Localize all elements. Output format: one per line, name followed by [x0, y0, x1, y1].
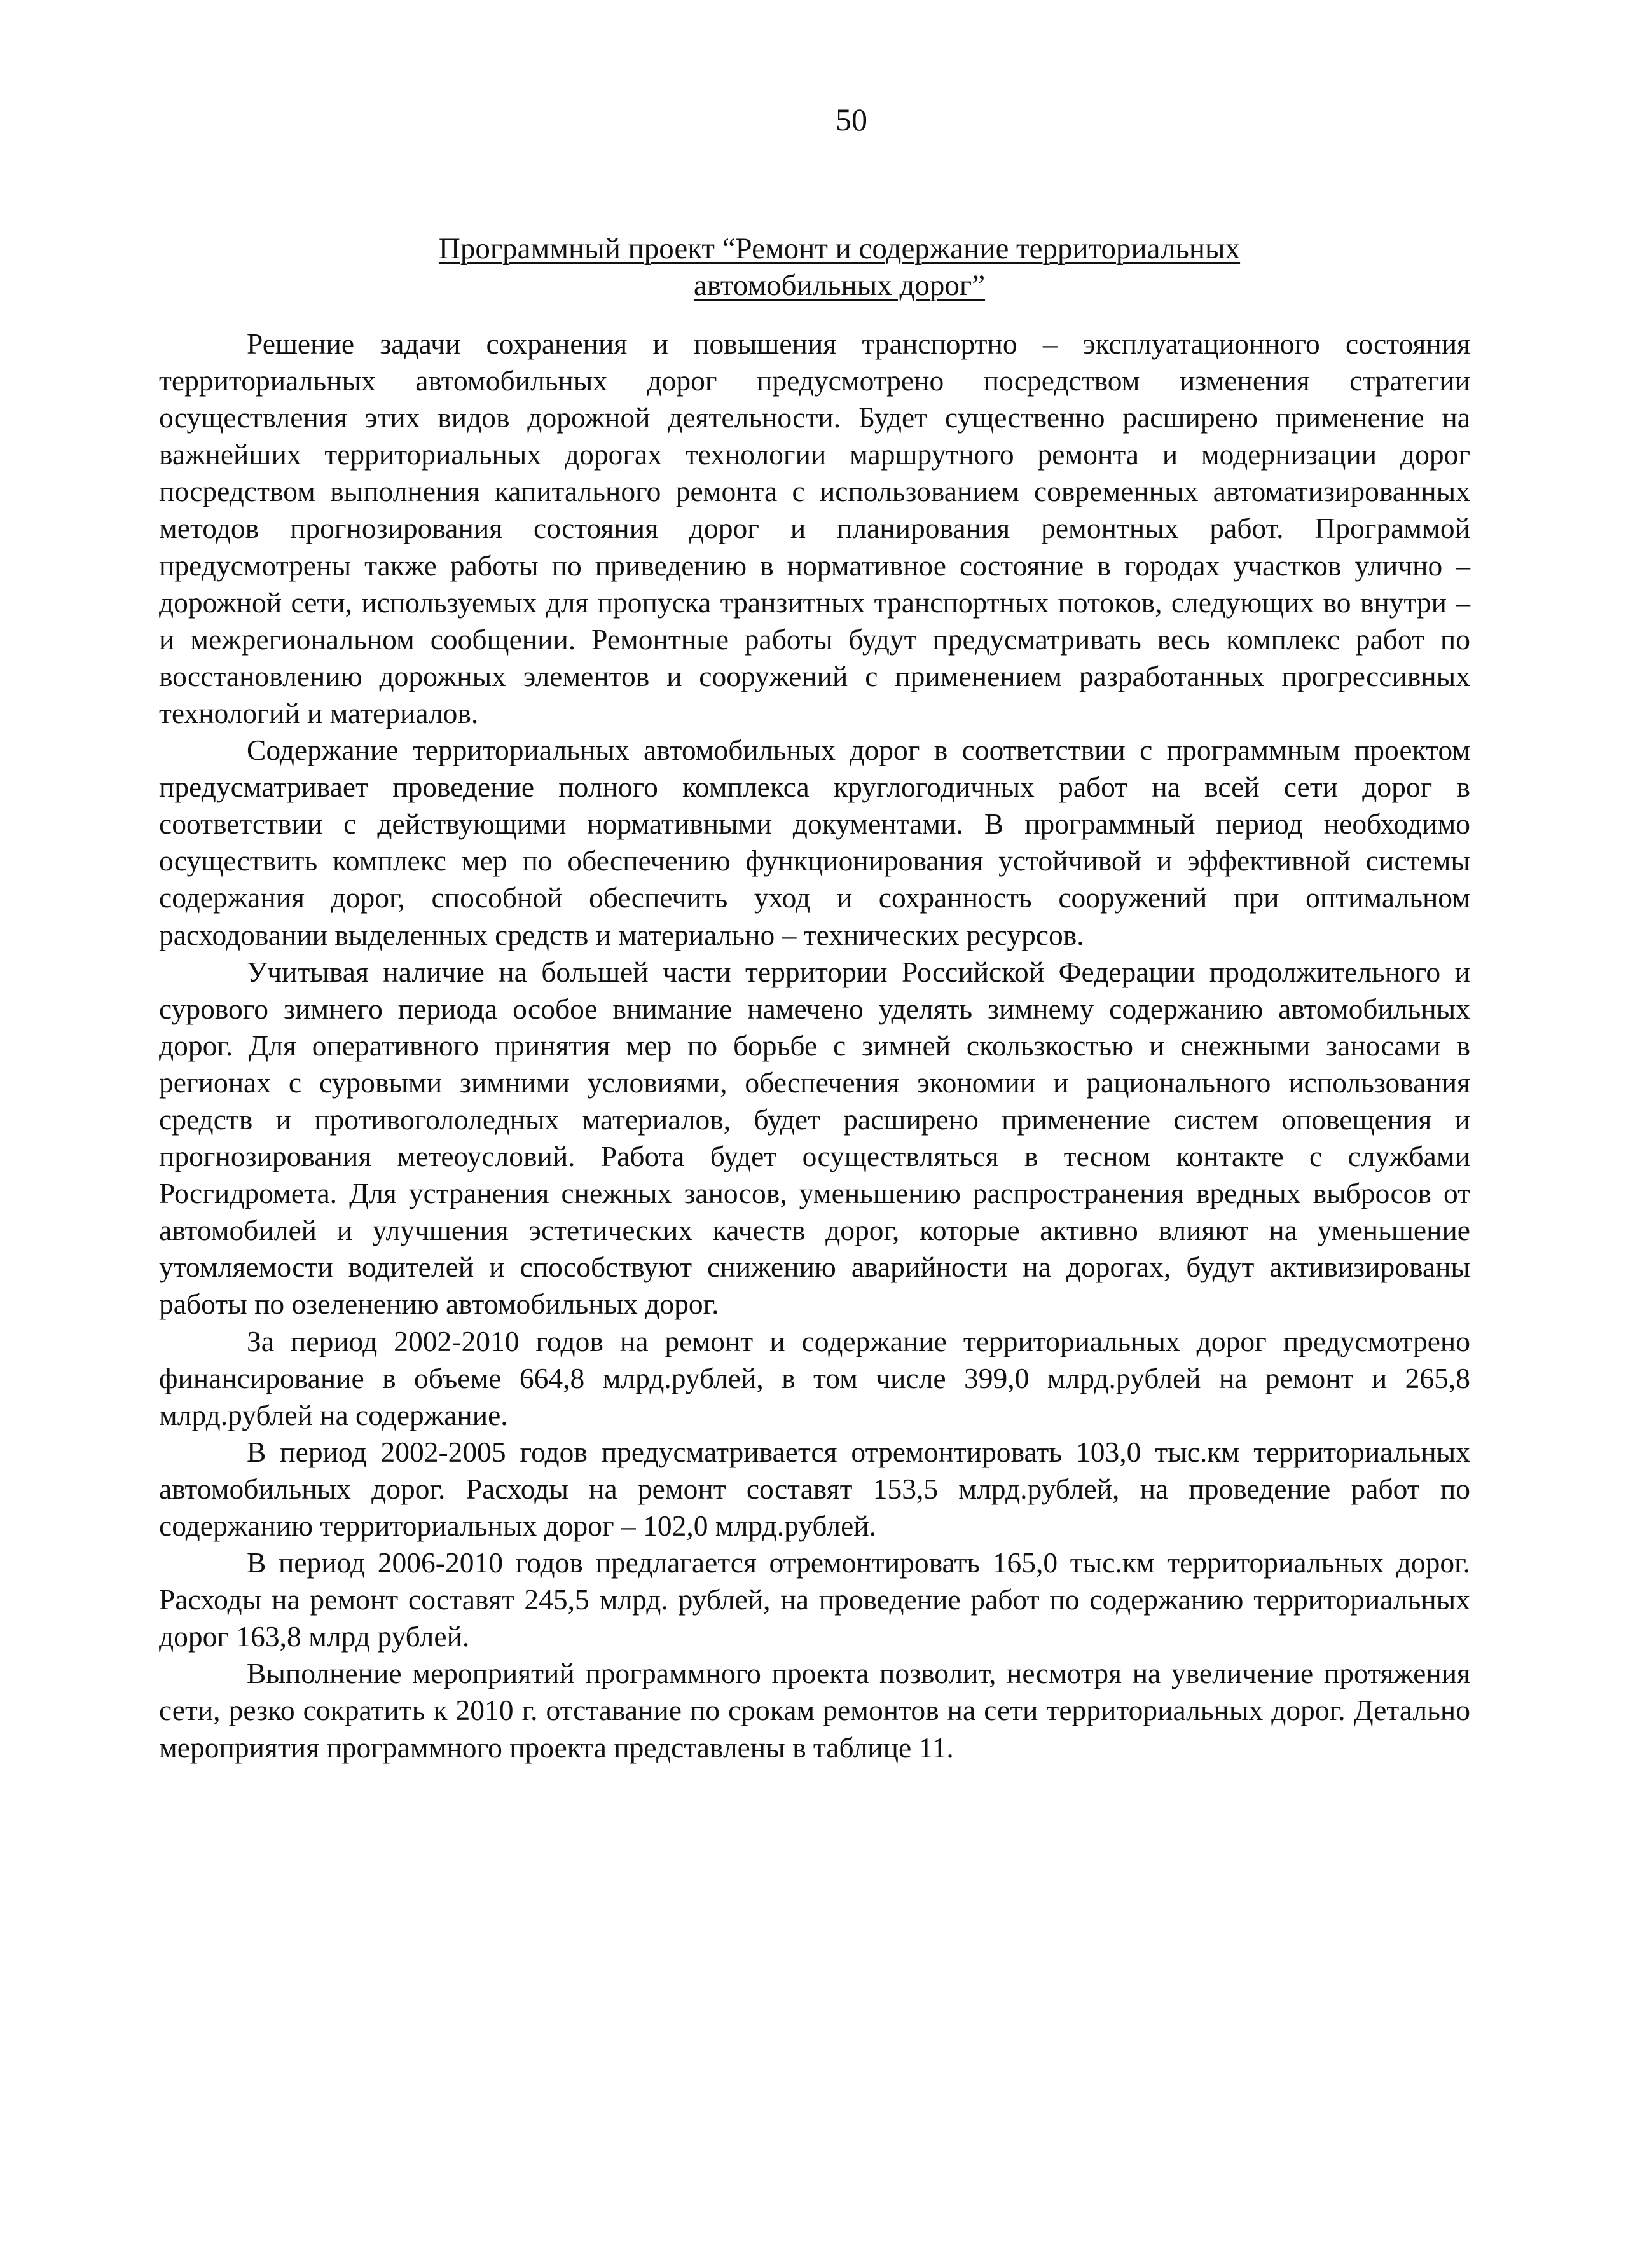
paragraph-outcome: Выполнение мероприятий программного проекта позволит, несмотря на увеличение протяжения сети, резко сократить к 2010 г. отставание по срокам ремонтов на сети территориальных дорог. Детально мероприятия программного проекта представлены в таблице 11. [159, 1657, 1470, 1764]
paragraph-financing-total: За период 2002-2010 годов на ремонт и содержание территориальных дорог предусмотрено финансирование в объеме 664,8 млрд.рублей, в том числе 399,0 млрд.рублей на ремонт и 265,8 млрд.рублей на содержание. [159, 1324, 1470, 1431]
paragraph-repair-strategy: Решение задачи сохранения и повышения транспортно – эксплуатационного состояния территориальных автомобильных дорог предусмотрено посредством изменения стратегии осуществления этих видов дорожной деятельности. Будет существенно расширено применение на важнейших территориальных дорогах технологии маршрутного ремонта и модернизации дорог посредством выполнения капитального ремонта с использованием современных автоматизированных методов прогнозирования состояния дорог и планирования ремонтных работ. Программой предусмотрены также работы по приведению в нормативное состояние в городах участков улично – дорожной сети, используемых для пропуска транзитных транспортных потоков, следующих во внутри – и межрегиональном сообщении. Ремонтные работы будут предусматривать весь комплекс работ по восстановлению дорожных элементов и сооружений с применением разработанных прогрессивных технологий и материалов. [159, 327, 1470, 729]
paragraph-period-2006-2010: В период 2006-2010 годов предлагается отремонтировать 165,0 тыс.км территориальных дорог. Расходы на ремонт составят 245,5 млрд. рублей, на проведение работ по содержанию территориальных дорог 163,8 млрд рублей. [159, 1546, 1470, 1653]
body-text [159, 326, 1470, 1766]
section-title-line-2: автомобильных дорог” [693, 269, 986, 302]
page-number: 50 [836, 102, 867, 137]
paragraph-period-2002-2005: В период 2002-2005 годов предусматривается отремонтировать 103,0 тыс.км территориальных автомобильных дорог. Расходы на ремонт составят 153,5 млрд.рублей, на проведение работ по содержанию территориальных дорог – 102,0 млрд.рублей. [159, 1435, 1470, 1542]
paragraph-maintenance: Содержание территориальных автомобильных дорог в соответствии с программным проектом предусматривает проведение полного комплекса круглогодичных работ на всей сети дорог в соответствии с действующими нормативными документами. В программный период необходимо осуществить комплекс мер по обеспечению функционирования устойчивой и эффективной системы содержания дорог, способной обеспечить уход и сохранность сооружений при оптимальном расходовании выделенных средств и материально – технических ресурсов. [159, 734, 1470, 951]
section-title-line-1: Программный проект “Ремонт и содержание территориальных [438, 232, 1241, 265]
paragraph-winter-maintenance: Учитывая наличие на большей части территории Российской Федерации продолжительного и сурового зимнего периода особое внимание намечено уделять зимнему содержанию автомобильных дорог. Для оперативного принятия мер по борьбе с зимней скользкостью и снежными заносами в регионах с суровыми зимними условиями, обеспечения экономии и рационального использования средств и противогололедных материалов, будет расширено применение систем оповещения и прогнозирования метеоусловий. Работа будет осуществляться в тесном контакте с службами Росгидромета. Для устранения снежных заносов, уменьшению распространения вредных выбросов от автомобилей и улучшения эстетических качеств дорог, которые активно влияют на уменьшение утомляемости водителей и способствуют снижению аварийности на дорогах, будут активизированы работы по озеленению автомобильных дорог. [159, 955, 1470, 1321]
section-title [299, 230, 1380, 304]
